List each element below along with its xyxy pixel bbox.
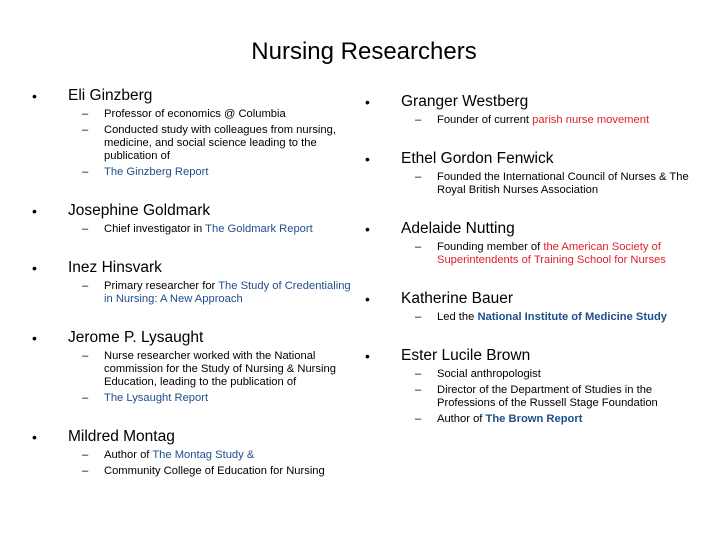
researcher-name: Katherine Bauer: [401, 290, 514, 307]
researcher-name: Eli Ginzberg: [68, 87, 153, 104]
researcher-item: [32, 201, 352, 236]
dash-icon: –: [82, 465, 89, 477]
detail-text: Nurse researcher worked with the National commission for the Study of Nursing & Nursing Education, leading to the publication of: [104, 350, 336, 388]
researcher-item: [365, 92, 695, 127]
detail-item: [401, 413, 695, 426]
bullet-icon: •: [365, 291, 370, 307]
detail-text: Community College of Education for Nursing: [104, 465, 325, 477]
dash-icon: –: [415, 311, 422, 323]
detail-item: [401, 368, 695, 381]
researcher-name: Granger Westberg: [401, 93, 529, 110]
researcher-item: [365, 346, 695, 426]
bullet-icon: •: [32, 88, 37, 104]
bullet-icon: •: [365, 348, 370, 364]
researcher-item: [32, 427, 352, 478]
detail-text: Author of: [437, 413, 486, 425]
detail-text: Social anthropologist: [437, 368, 541, 380]
researcher-name: Jerome P. Lysaught: [68, 329, 204, 346]
detail-list: [401, 368, 695, 426]
detail-list: [401, 171, 695, 197]
detail-item: [68, 465, 352, 478]
researcher-name: Ester Lucile Brown: [401, 347, 531, 364]
detail-item: [401, 171, 695, 197]
dash-icon: –: [415, 368, 422, 380]
dash-icon: –: [82, 124, 89, 136]
dash-icon: –: [82, 449, 89, 461]
detail-text: Author of: [104, 449, 153, 461]
dash-icon: –: [415, 114, 422, 126]
detail-item: [68, 350, 352, 389]
researcher-item: [32, 258, 352, 306]
detail-list: [68, 350, 352, 405]
dash-icon: –: [82, 108, 89, 120]
detail-list: [401, 114, 695, 127]
researcher-item: [32, 328, 352, 405]
bullet-icon: •: [365, 94, 370, 110]
detail-item: [401, 311, 695, 324]
dash-icon: –: [82, 223, 89, 235]
detail-text: Conducted study with colleagues from nursing, medicine, and social science leading to the publication of: [104, 124, 336, 162]
bullet-icon: •: [32, 429, 37, 445]
dash-icon: –: [82, 392, 89, 404]
detail-text: Professor of economics @ Columbia: [104, 108, 286, 120]
report-link-text: the American Society of Superintendents of Training School for Nurses: [437, 241, 666, 266]
detail-list: [68, 449, 352, 478]
report-link-text: National Institute of Medicine Study: [477, 311, 668, 323]
report-link-text: The Brown Report: [485, 413, 583, 425]
detail-list: [68, 280, 352, 306]
researcher-name: Inez Hinsvark: [68, 259, 162, 276]
bullet-icon: •: [365, 151, 370, 167]
report-link-text: The Montag Study &: [152, 449, 255, 461]
researcher-item: [365, 289, 695, 324]
detail-item: [401, 114, 695, 127]
detail-list: [401, 241, 695, 267]
detail-item: [401, 384, 695, 410]
detail-item: [68, 166, 352, 179]
detail-item: [68, 449, 352, 462]
detail-list: [68, 108, 352, 179]
detail-text: Primary researcher for: [104, 280, 219, 292]
dash-icon: –: [82, 166, 89, 178]
slide-title: Nursing Researchers: [251, 38, 477, 65]
report-link-text: The Lysaught Report: [104, 392, 209, 404]
researcher-item: [365, 219, 695, 267]
bullet-icon: •: [365, 221, 370, 237]
dash-icon: –: [415, 413, 422, 425]
right-column: [365, 92, 695, 448]
detail-text: Founding member of: [437, 241, 544, 253]
dash-icon: –: [82, 280, 89, 292]
researcher-name: Adelaide Nutting: [401, 220, 515, 237]
detail-text: Chief investigator in: [104, 223, 206, 235]
detail-list: [68, 223, 352, 236]
dash-icon: –: [415, 241, 422, 253]
researcher-item: [365, 149, 695, 197]
detail-item: [68, 108, 352, 121]
researcher-name: Mildred Montag: [68, 428, 175, 445]
detail-item: [401, 241, 695, 267]
detail-text: Founded the International Council of Nurses & The Royal British Nurses Association: [437, 171, 689, 196]
researcher-name: Ethel Gordon Fenwick: [401, 150, 554, 167]
dash-icon: –: [415, 384, 422, 396]
detail-text: Founder of current: [437, 114, 533, 126]
detail-item: [68, 392, 352, 405]
detail-text: Director of the Department of Studies in the Professions of the Russell Stage Foundation: [437, 384, 658, 409]
detail-list: [401, 311, 695, 324]
detail-text: Led the: [437, 311, 478, 323]
bullet-icon: •: [32, 260, 37, 276]
report-link-text: The Ginzberg Report: [104, 166, 209, 178]
bullet-icon: •: [32, 203, 37, 219]
left-column: [32, 86, 352, 500]
dash-icon: –: [415, 171, 422, 183]
detail-item: [68, 124, 352, 163]
report-link-text: The Study of Credentialing in Nursing: A New Approach: [104, 280, 351, 305]
researcher-name: Josephine Goldmark: [68, 202, 211, 219]
report-link-text: parish nurse movement: [532, 114, 650, 126]
bullet-icon: •: [32, 330, 37, 346]
dash-icon: –: [82, 350, 89, 362]
report-link-text: The Goldmark Report: [205, 223, 313, 235]
researcher-item: [32, 86, 352, 179]
detail-item: [68, 280, 352, 306]
detail-item: [68, 223, 352, 236]
